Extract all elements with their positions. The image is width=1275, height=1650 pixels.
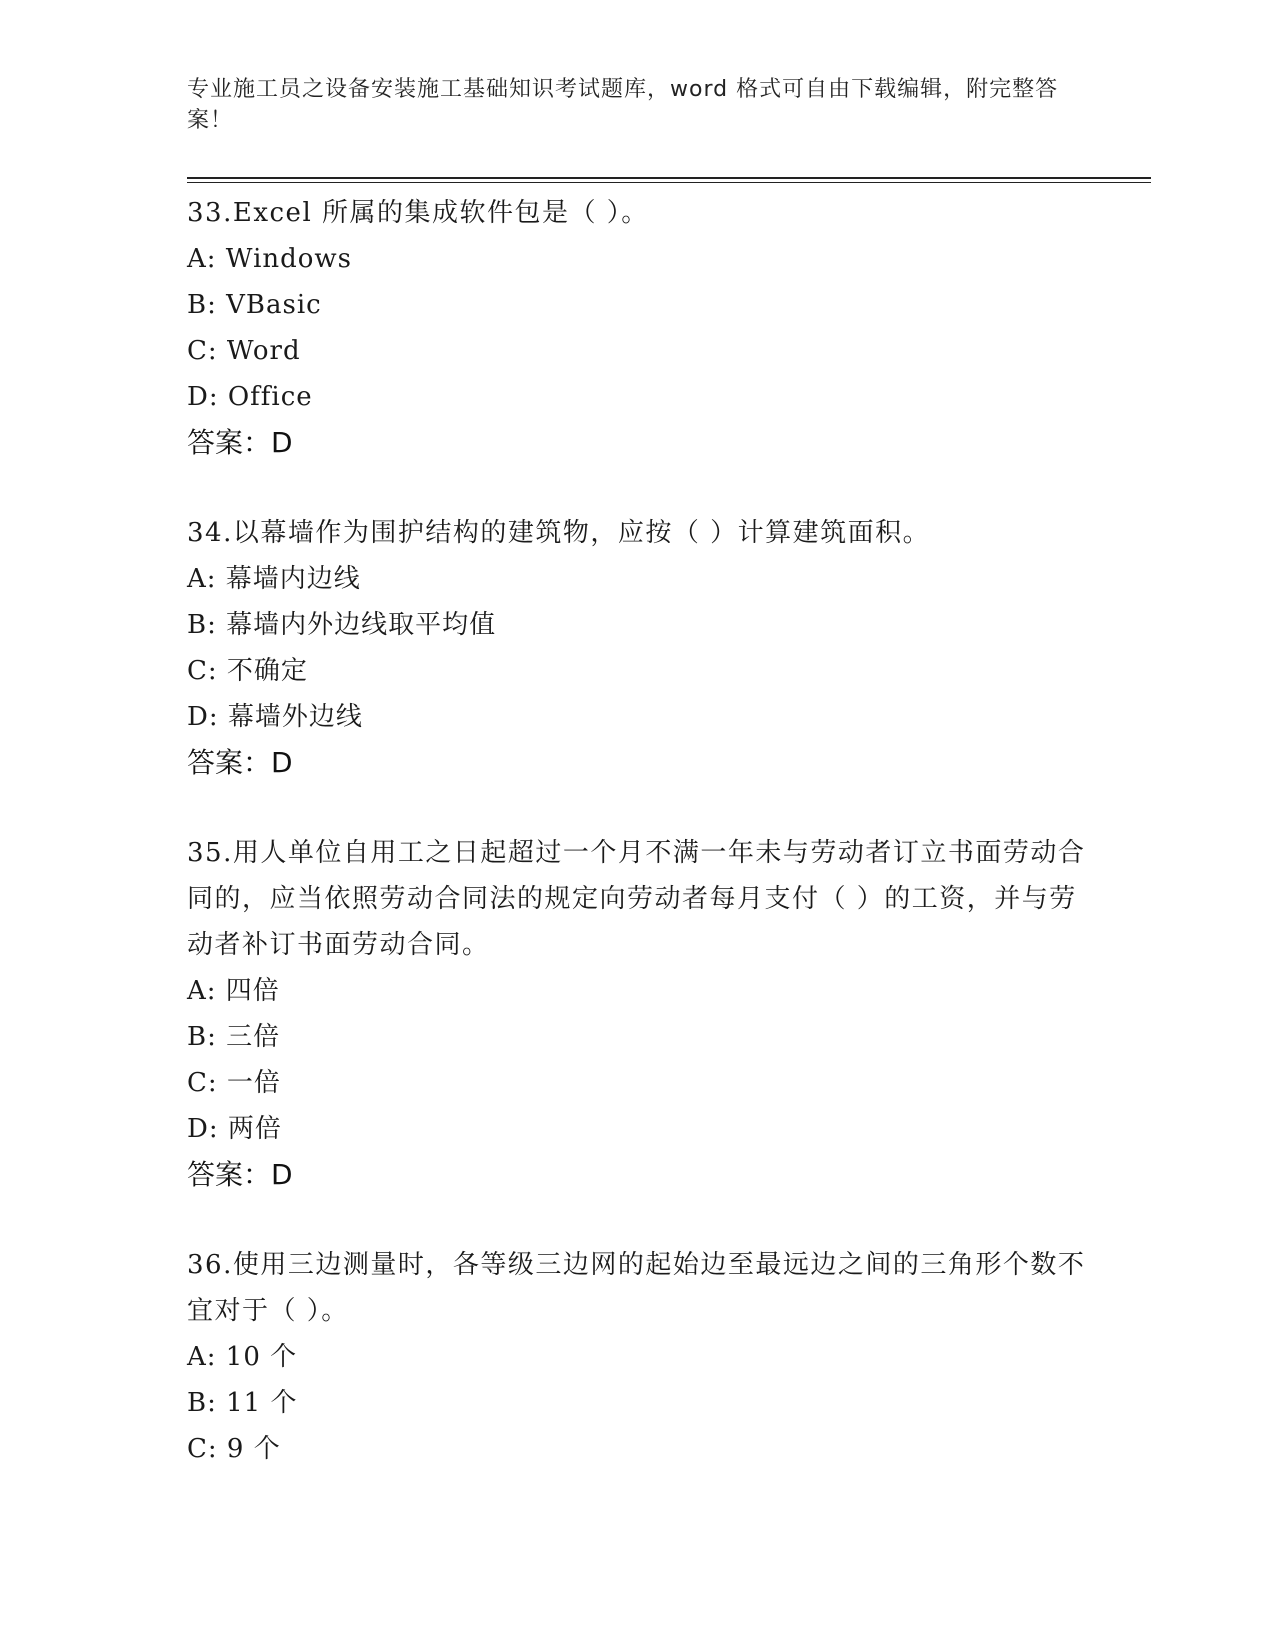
document-header: 专业施工员之设备安装施工基础知识考试题库，word 格式可自由下载编辑，附完整答案！ (187, 77, 1059, 133)
option-b: B: 三倍 (187, 1022, 281, 1052)
option-b: B: 11 个 (187, 1388, 298, 1418)
answer-line: 答案：D (187, 746, 293, 779)
option-a: A: 四倍 (187, 976, 280, 1006)
option-c: C: 一倍 (187, 1068, 281, 1098)
header-divider-thick (187, 177, 1151, 179)
question-36 (187, 1242, 1087, 1472)
header-divider-thin (187, 182, 1151, 183)
question-34 (187, 510, 1087, 786)
option-a: A: 10 个 (187, 1342, 298, 1372)
option-d: D: Office (187, 382, 313, 412)
question-list (187, 190, 1087, 1516)
answer-line: 答案：D (187, 1158, 293, 1191)
option-a: A: Windows (187, 244, 353, 274)
option-b: B: VBasic (187, 290, 322, 320)
question-stem: 34.以幕墙作为围护结构的建筑物，应按（ ）计算建筑面积。 (187, 518, 931, 548)
option-c: C: Word (187, 336, 301, 366)
option-a: A: 幕墙内边线 (187, 564, 361, 594)
question-stem: 33.Excel 所属的集成软件包是（ ）。 (187, 198, 649, 228)
option-b: B: 幕墙内外边线取平均值 (187, 610, 497, 640)
answer-line: 答案：D (187, 426, 293, 459)
question-35 (187, 830, 1087, 1198)
option-c: C: 9 个 (187, 1434, 281, 1464)
question-33 (187, 190, 1087, 466)
option-d: D: 两倍 (187, 1114, 282, 1144)
option-c: C: 不确定 (187, 656, 308, 686)
question-stem: 36.使用三边测量时，各等级三边网的起始边至最远边之间的三角形个数不宜对于（ ）。 (187, 1250, 1086, 1326)
question-stem: 35.用人单位自用工之日起超过一个月不满一年未与劳动者订立书面劳动合同的，应当依照劳动合同法的规定向劳动者每月支付（ ）的工资，并与劳动者补订书面劳动合同。 (187, 838, 1086, 960)
option-d: D: 幕墙外边线 (187, 702, 363, 732)
